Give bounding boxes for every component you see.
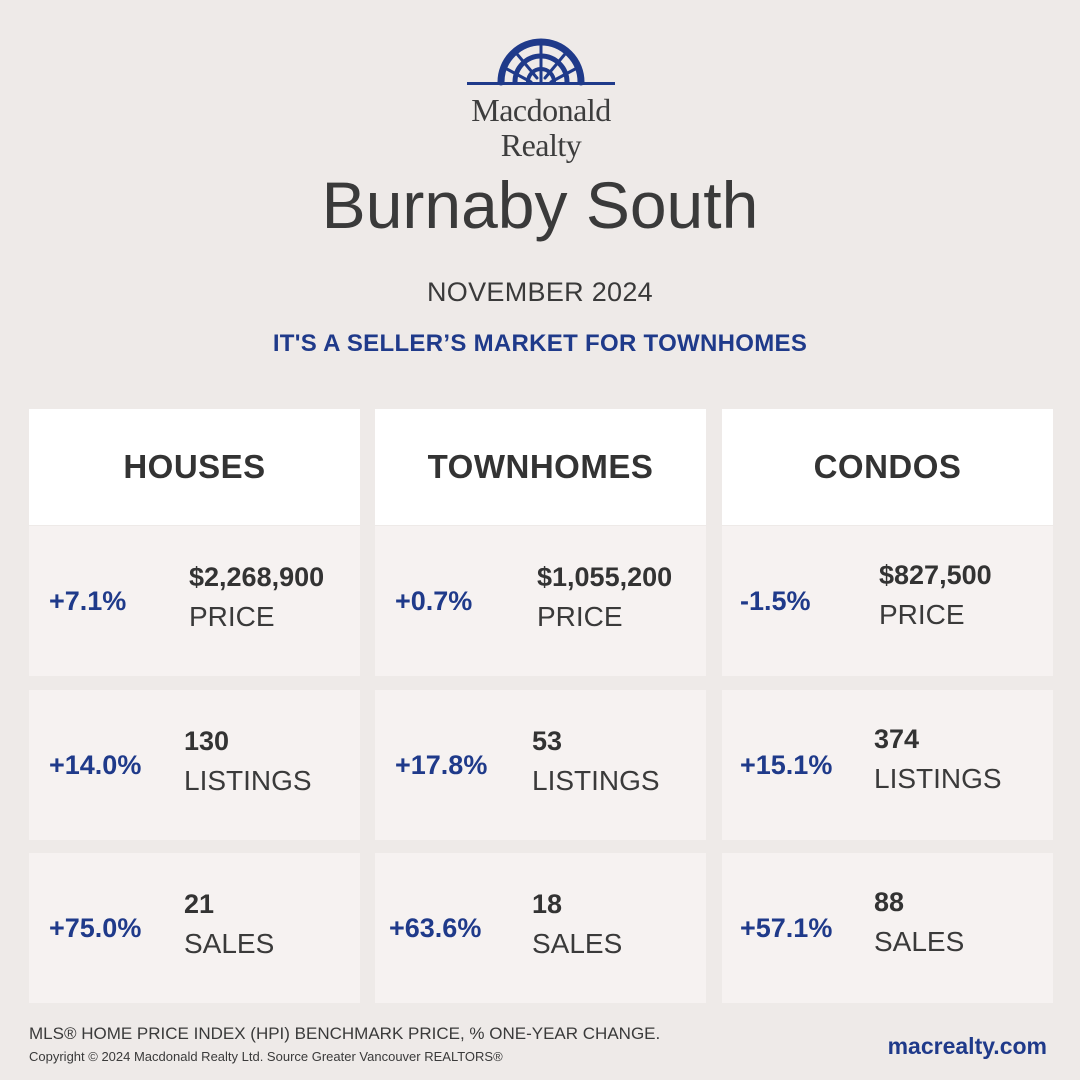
price-stat-card [722,526,1053,676]
sales-change: +57.1% [740,912,833,943]
listings-value: 130 [184,726,230,756]
price-value: $2,268,900 [189,562,325,592]
column-heading: TOWNHOMES [375,409,706,525]
listings-label: LISTINGS [184,765,312,796]
listings-label: LISTINGS [874,763,1002,794]
sunrise-arc-icon [465,38,617,90]
sales-value: 88 [874,887,905,917]
market-headline: IT'S A SELLER’S MARKET FOR TOWNHOMES [272,330,808,357]
price-change: +0.7% [395,585,473,616]
price-change: +7.1% [49,585,127,616]
price-stat-card [375,526,706,676]
listings-stat-card [29,690,360,840]
price-stat-card [29,526,360,676]
listings-change: +14.0% [49,749,142,780]
listings-stat-card [375,690,706,840]
brand-logo [460,38,622,168]
houses-column [29,409,360,959]
page-title: Burnaby South [321,168,759,242]
sales-label: SALES [874,926,965,957]
hpi-footnote: MLS® HOME PRICE INDEX (HPI) BENCHMARK PRICE, % ONE-YEAR CHANGE. [29,1024,661,1043]
sales-change: +75.0% [49,912,142,943]
report-month: NOVEMBER 2024 [427,277,653,307]
website-link[interactable]: macrealty.com [887,1033,1047,1059]
sales-stat-card [29,853,360,1003]
sales-stat-card [722,853,1053,1003]
brand-name-line2: Realty [500,127,582,163]
listings-value: 374 [874,724,920,754]
price-label: PRICE [537,601,623,632]
sales-label: SALES [532,928,623,959]
condos-column [722,409,1053,957]
price-label: PRICE [879,599,965,630]
sales-value: 18 [532,889,563,919]
listings-change: +17.8% [395,749,488,780]
sales-label: SALES [184,928,275,959]
listings-change: +15.1% [740,749,833,780]
copyright-notice: Copyright © 2024 Macdonald Realty Ltd. Source Greater Vancouver REALTORS® [29,1049,503,1064]
listings-value: 53 [532,726,563,756]
column-heading: CONDOS [722,409,1053,525]
sales-value: 21 [184,889,215,919]
listings-stat-card [722,690,1053,840]
brand-name-line1: Macdonald [471,92,611,128]
sales-change: +63.6% [389,912,482,943]
price-label: PRICE [189,601,275,632]
column-heading: HOUSES [29,409,360,525]
price-value: $1,055,200 [537,562,673,592]
townhomes-column [375,409,706,959]
sales-stat-card [375,853,706,1003]
listings-label: LISTINGS [532,765,660,796]
price-value: $827,500 [879,560,992,590]
price-change: -1.5% [740,585,811,616]
